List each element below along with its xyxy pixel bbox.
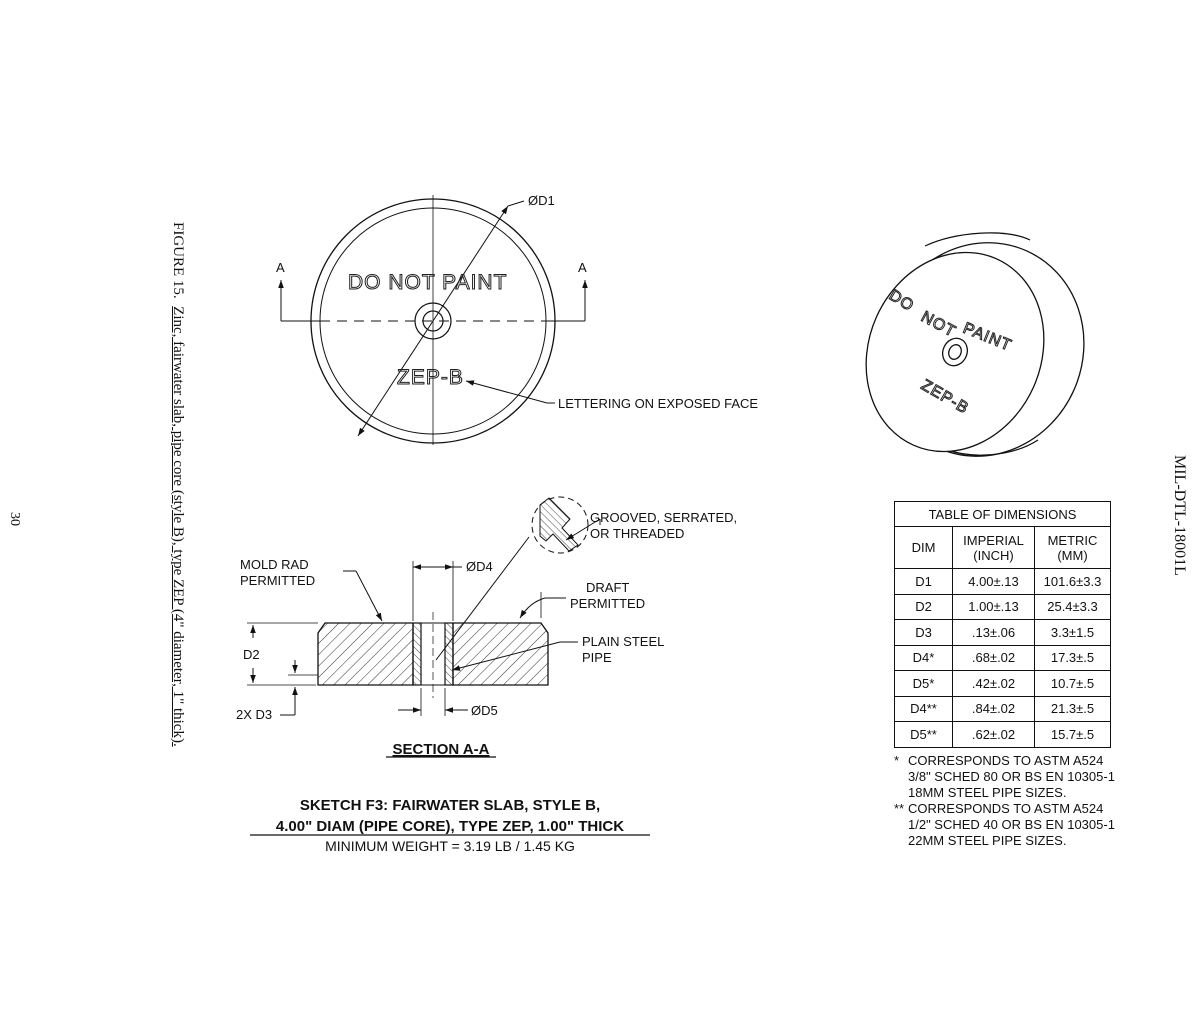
draft-label-line2: PERMITTED xyxy=(570,596,646,611)
lettering-callout: LETTERING ON EXPOSED FACE xyxy=(558,396,759,411)
mold-rad-label-line2: PERMITTED xyxy=(240,573,316,588)
figure-caption-text: Zinc, fairwater slab, pipe core (style B), type ZEP (4" diameter, 1" thick). xyxy=(170,306,186,747)
d2-label: D2 xyxy=(243,647,260,662)
table-row: D4** .84±.02 21.3±.5 xyxy=(895,696,1111,722)
d5-label: ØD5 xyxy=(471,703,498,718)
iso-word-do: DO xyxy=(885,286,917,316)
header-dim: DIM xyxy=(895,527,953,569)
mold-rad-leader xyxy=(356,571,382,621)
section-mark-right: A xyxy=(578,260,587,275)
d4-label: ØD4 xyxy=(466,559,493,574)
lettering-leader xyxy=(466,381,547,403)
note-single-asterisk: * CORRESPONDS TO ASTM A524 3/8" SCHED 80 OR BS EN 10305-1 18MM STEEL PIPE SIZES. xyxy=(894,753,1115,800)
table-title: TABLE OF DIMENSIONS xyxy=(895,502,1111,527)
draft-label-line1: DRAFT xyxy=(586,580,630,595)
table-row: D5** .62±.02 15.7±.5 xyxy=(895,722,1111,748)
dimension-table xyxy=(894,501,1111,748)
iso-word-paint: PAINT xyxy=(960,319,1015,355)
document-id: MIL-DTL-18001L xyxy=(1171,455,1188,576)
groove-label-line2: OR THREADED xyxy=(590,526,685,541)
pipe-label-line1: PLAIN STEEL xyxy=(582,634,665,649)
mold-rad-label-line1: MOLD RAD xyxy=(240,557,309,572)
slab-right-section xyxy=(453,623,548,685)
figure-caption-prefix: FIGURE 15. xyxy=(170,222,186,299)
table-row: D3 .13±.06 3.3±1.5 xyxy=(895,620,1111,646)
header-imperial: IMPERIAL (INCH) xyxy=(953,527,1035,569)
pipe-label-line2: PIPE xyxy=(582,650,612,665)
header-metric: METRIC (MM) xyxy=(1035,527,1111,569)
table-row: D5* .42±.02 10.7±.5 xyxy=(895,671,1111,697)
section-title: SECTION A-A xyxy=(392,741,490,758)
slab-left-section xyxy=(318,623,413,685)
minimum-weight: MINIMUM WEIGHT = 3.19 LB / 1.45 KG xyxy=(325,838,575,854)
iso-zep-b: ZEP-B xyxy=(918,376,972,418)
lettering-zep-b: ZEP-B xyxy=(397,366,464,389)
note-double-asterisk: ** CORRESPONDS TO ASTM A524 1/2" SCHED 40 OR BS EN 10305-1 22MM STEEL PIPE SIZES. xyxy=(894,801,1115,848)
isometric-view xyxy=(835,210,1118,489)
table-row: D4* .68±.02 17.3±.5 xyxy=(895,645,1111,671)
groove-label-line1: GROOVED, SERRATED, xyxy=(590,510,738,525)
d3-label: 2X D3 xyxy=(236,707,273,722)
table-notes xyxy=(894,753,1115,849)
page-number: 30 xyxy=(7,512,22,526)
lettering-do-not-paint: DO NOT PAINT xyxy=(348,271,508,294)
pipe-wall-right xyxy=(445,623,453,685)
draft-leader xyxy=(520,598,566,618)
section-view xyxy=(247,497,600,716)
table-row: D2 1.00±.13 25.4±3.3 xyxy=(895,594,1111,620)
pipe-wall-left xyxy=(413,623,421,685)
table-row: D1 4.00±.13 101.6±3.3 xyxy=(895,569,1111,595)
section-mark-left: A xyxy=(276,260,285,275)
sketch-title-line2: 4.00" DIAM (PIPE CORE), TYPE ZEP, 1.00" THICK xyxy=(275,818,625,835)
iso-word-not: NOT xyxy=(918,308,959,341)
d1-label: ØD1 xyxy=(528,193,555,208)
sketch-title-line1: SKETCH F3: FAIRWATER SLAB, STYLE B, xyxy=(299,797,601,814)
top-view xyxy=(281,195,585,445)
